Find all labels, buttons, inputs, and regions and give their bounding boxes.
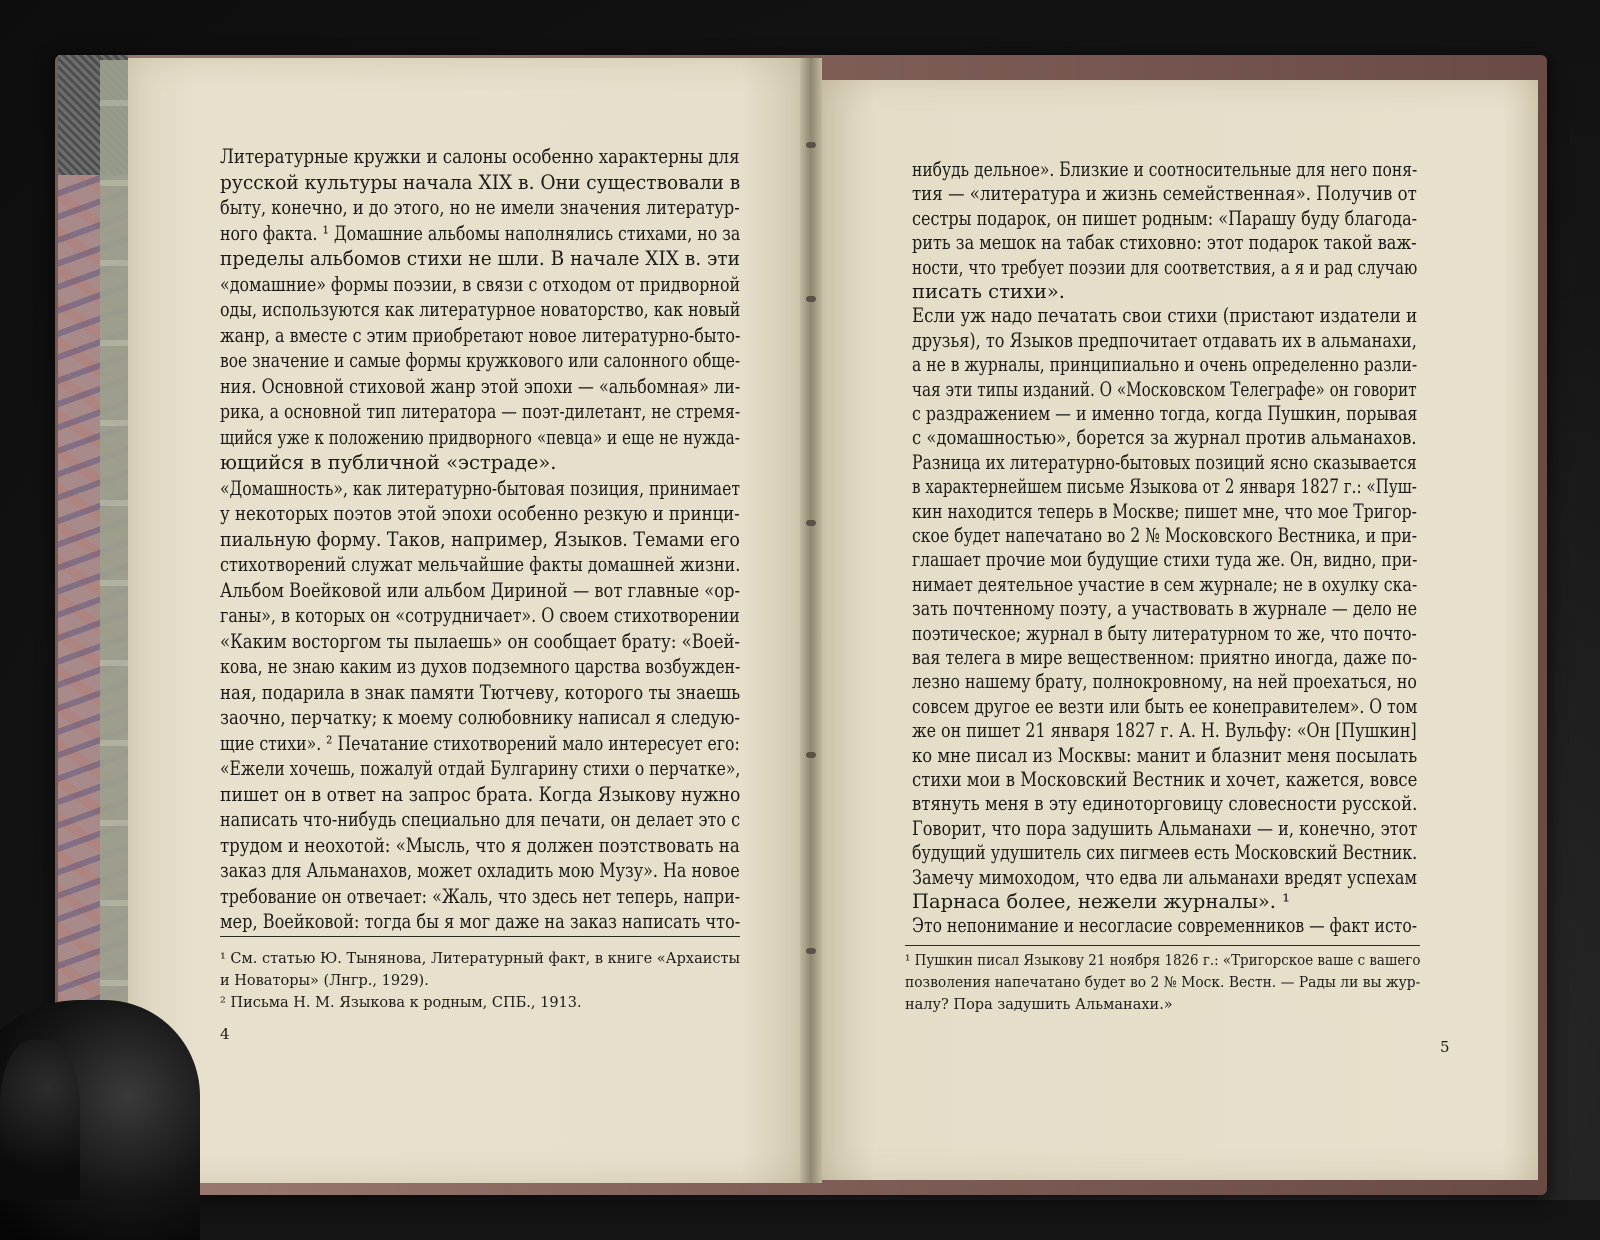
left-page-text-line: пределы альбомов стихи не шли. В начале XIX в. эти	[220, 247, 740, 270]
right-page-text-line: Парнаса более, нежели журналы». ¹	[912, 890, 1290, 913]
right-page-text-line: Если уж надо печатать свои стихи (пристают издатели и	[912, 304, 1418, 328]
right-page-text-line: нибудь дельное». Близкие и соотносительные для него поня-	[912, 158, 1418, 181]
left-page-text-line: рика, а основной тип литератора — поэт-дилетант, не стремя-	[220, 400, 741, 423]
left-page-text-line: у некоторых поэтов этой эпохи особенно резкую и принци-	[220, 502, 740, 525]
left-page-text-line: «Домашность», как литературно-бытовая позиция, принимает	[220, 476, 741, 500]
left-page-text-line: требование он отвечает: «Жаль, что здесь нет теперь, напри-	[220, 884, 741, 908]
left-page-text-line: мер, Воейковой: тогда бы я мог даже на заказ написать что-	[220, 910, 741, 933]
right-footnote-1-end: налу? Пора задушить Альманахи.»	[905, 997, 1173, 1013]
right-footnote-1-cont: позволения напечатано будет во 2 № Моск. Вестн. — Рады ли вы жур-	[905, 975, 1421, 991]
binding-stitch	[806, 752, 816, 758]
left-page-text-line: ного факта. ¹ Домашние альбомы наполнялись стихами, но за	[220, 221, 741, 245]
left-page-text-line: жанр, а вместе с этим приобретают новое литературно-быто-	[220, 323, 741, 347]
binding-stitch	[806, 142, 816, 148]
right-page-text-line: сестры подарок, он пишет родным: «Парашу буду благода-	[912, 206, 1418, 230]
right-page-text-line: глашает прочие мои будущие стихи туда же. Он, видно, при-	[912, 548, 1418, 572]
left-page-text-line: пишет он в ответ на запрос брата. Когда Языкову нужно	[220, 782, 741, 806]
right-page-text-line: нимает деятельное участие в сем журнале; не в охулку ска-	[912, 572, 1418, 596]
gloved-finger	[0, 1040, 80, 1200]
right-page-text-line: вая телега в мире вещественном: приятно иногда, даже по-	[912, 646, 1418, 669]
left-footnote-rule	[220, 936, 740, 937]
right-page-text-line: Это непонимание и несогласие современников — факт исто-	[912, 914, 1417, 938]
left-page-text-line: кова, не знаю каким из духов подземного царства возбужден-	[220, 655, 741, 678]
left-footnote-2: ² Письма Н. М. Языкова к родным, СПБ., 1913.	[220, 995, 582, 1011]
left-page-text-line: Литературные кружки и салоны особенно характерны для	[220, 145, 740, 168]
binding-stitch	[806, 948, 816, 954]
left-page-text-line: «домашние» формы поэзии, в связи с отходом от придворной	[220, 272, 741, 296]
left-page-text-line: «Каким восторгом ты пылаешь» он сообщает брату: «Воей-	[220, 629, 740, 653]
right-page-text-line: с раздражением — и именно тогда, когда Пушкин, порывая	[912, 402, 1418, 425]
right-page-text-line: втянуть меня в эту единоторговицу словесности русской.	[912, 792, 1418, 816]
binding-stitch	[806, 296, 816, 302]
left-page-text-line: ганы», в которых он «сотрудничает». О своем стихотворении	[220, 604, 740, 627]
right-page-text-line: стихи мои в Московский Вестник и хочет, кажется, вовсе	[912, 768, 1418, 791]
right-page-text-line: будущий удушитель сих пигмеев есть Московский Вестник.	[912, 841, 1418, 865]
left-page-text-line: ная, подарила в знак памяти Тютчеву, которого ты знаешь	[220, 680, 741, 704]
right-page-text-line: ности, что требует поэзии для соответствия, а я и рад случаю	[912, 255, 1418, 279]
left-page-text-line: ния. Основной стиховой жанр этой эпохи — «альбомная» ли-	[220, 374, 741, 398]
right-page-text-line: ко мне писал из Москвы: манит и блазнит меня посылать	[912, 743, 1418, 767]
right-page-text-line: друзья), то Языков предпочитает отдавать их в альманахи,	[912, 328, 1417, 352]
right-footnote-rule	[905, 945, 1420, 946]
left-page-text-line: щие стихи». ² Печатание стихотворений мало интересует его:	[220, 731, 740, 755]
right-page-text-line: с «домашностью», борется за журнал против альманахов.	[912, 426, 1417, 450]
right-page-text-line: же он пишет 21 января 1827 г. А. Н. Вульфу: «Он [Пушкин]	[912, 719, 1417, 743]
binding-stitch	[806, 520, 816, 526]
right-page-number: 5	[1440, 1038, 1450, 1056]
left-page-text-line: стихотворений служат мельчайшие факты домашней жизни.	[220, 553, 741, 576]
right-page-text-line: а не в журналы, принципиально и очень определенно разли-	[912, 353, 1418, 377]
right-page-text-line: кин находится теперь в Москве; пишет мне, что мое Тригор-	[912, 499, 1417, 523]
right-page-text-line: совсем другое ее везти или быть ее конеправителем». О том	[912, 694, 1418, 718]
left-page-text-line: заказ для Альманахов, может охладить мою Музу». На новое	[220, 859, 740, 882]
right-page-text-line: ское будет напечатано во 2 № Московского Вестника, и при-	[912, 524, 1418, 547]
right-page-text-line: лезно нашему брату, полнокровному, на ней проехаться, но	[912, 670, 1417, 694]
left-page-text-line: заочно, перчатку; к моему солюбовнику написал я следую-	[220, 706, 740, 729]
left-page-text-line: вое значение и самые формы кружкового или салонного обще-	[220, 349, 741, 372]
left-footnote-1-cont: и Новаторы» (Лнгр., 1929).	[220, 973, 429, 989]
left-footnote-1: ¹ См. статью Ю. Тынянова, Литературный факт, в книге «Архаисты	[220, 951, 741, 967]
left-page-text-line: трудом и неохотой: «Мысль, что я должен поэтствовать на	[220, 833, 740, 857]
right-footnote-1: ¹ Пушкин писал Языкову 21 ноября 1826 г.: «Тригорское ваше с вашего	[905, 953, 1421, 969]
left-page-text-line: быту, конечно, и до этого, но не имели значения литератур-	[220, 196, 740, 219]
right-page-text-line: Замечу мимоходом, что едва ли альманахи вредят успехам	[912, 865, 1417, 889]
left-page-text-line: написать что-нибудь специально для печати, он делает это с	[220, 808, 741, 831]
right-page-text-line: тия — «литература и жизнь семейственная». Получив от	[912, 182, 1417, 206]
left-page-text-line: «Ежели хочешь, пожалуй отдай Булгарину стихи о перчатке»,	[220, 757, 741, 780]
right-page-text-line: чая эти типы изданий. О «Московском Телеграфе» он говорит	[912, 377, 1417, 401]
left-page-number: 4	[220, 1025, 230, 1043]
right-page-text-line: зать почтенному поэту, а участвовать в журнале — дело не	[912, 597, 1418, 621]
right-page-text-line: в характернейшем письме Языкова от 2 января 1827 г.: «Пуш-	[912, 475, 1417, 499]
left-page-text-line: пиальную форму. Таков, например, Языков. Темами его	[220, 527, 740, 551]
right-page-text-line: рить за мешок на табак стиховно: этот подарок такой важ-	[912, 231, 1417, 255]
right-page-text-line: Разница их литературно-бытовых позиций ясно сказывается	[912, 450, 1417, 474]
right-page-text-line: писать стихи».	[912, 280, 1065, 303]
left-page-text-line: Альбом Воейковой или альбом Дириной — вот главные «ор-	[220, 578, 740, 602]
left-page-text-line: оды, используются как литературное новаторство, как новый	[220, 298, 741, 321]
left-page-text-line: русской культуры начала XIX в. Они существовали в	[220, 170, 741, 194]
right-page-text-line: поэтическое; журнал в быту литературном то же, что почто-	[912, 621, 1417, 645]
right-page-text-line: Говорит, что пора задушить Альманахи — и, конечно, этот	[912, 816, 1418, 840]
book-gutter	[800, 58, 822, 1183]
left-page-text-line: щийся уже к положению придворного «певца» и еще не нужда-	[220, 425, 740, 449]
left-page-text-line: ющийся в публичной «эстраде».	[220, 451, 557, 474]
